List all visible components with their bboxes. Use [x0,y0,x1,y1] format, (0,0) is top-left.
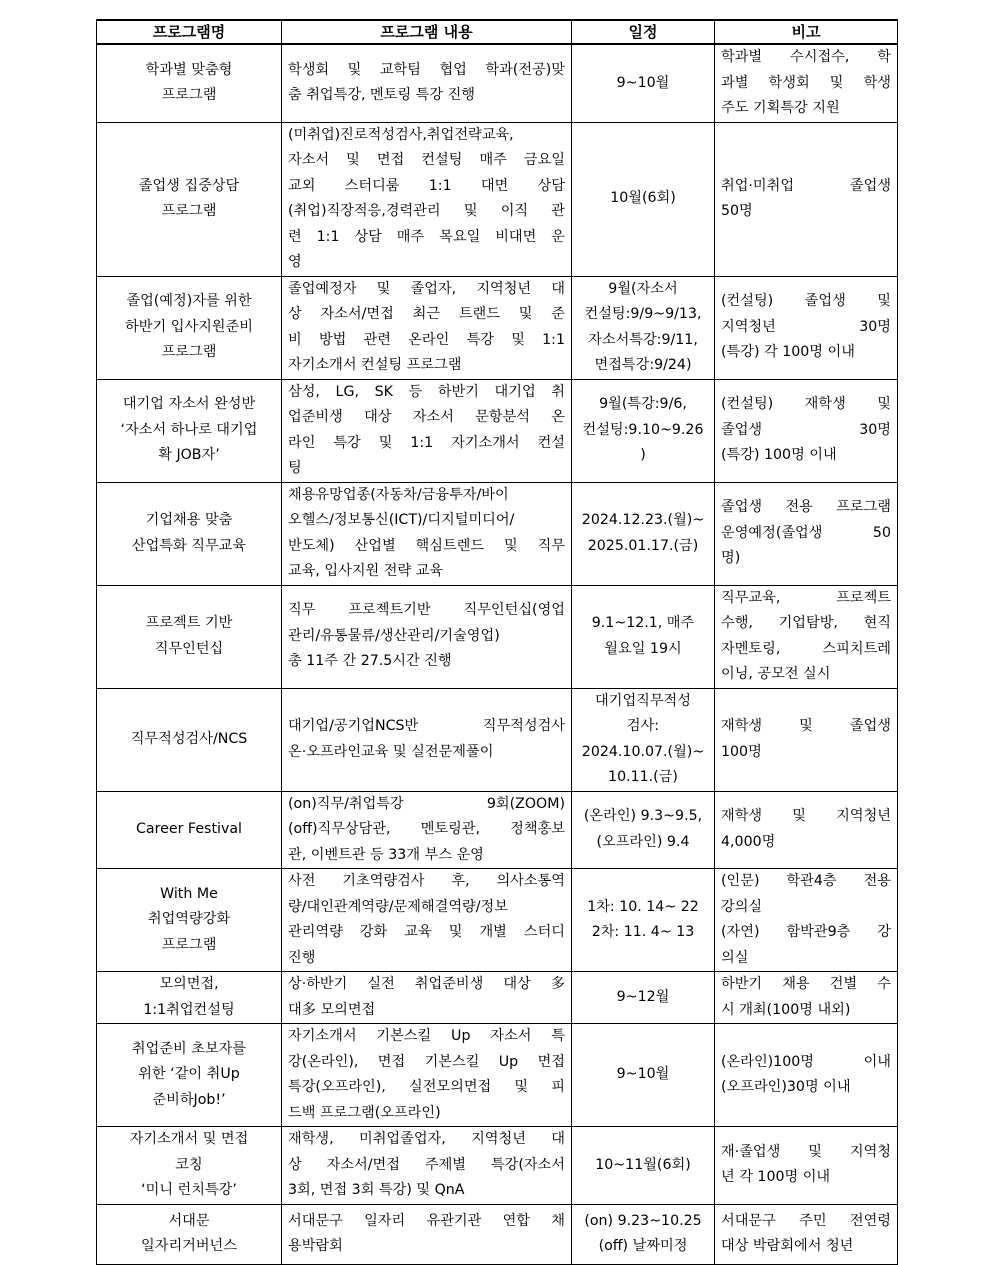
cell-line: 자소서특강:9/11, [588,331,698,348]
cell-line: 자소서 및 면접 컨설팅 매주 금요일 [288,152,565,168]
cell-program-content [282,791,572,869]
table-row [97,972,898,1024]
cell-line: (취업)직장적응,경력관리 및 이직 관 [288,203,565,219]
cell-schedule [572,1024,715,1127]
cell-line: 춤 취업특강, 멘토링 특강 진행 [288,87,476,104]
cell-line: 확 JOB자’ [158,447,220,464]
cell-line: 일자리거버넌스 [141,1238,237,1254]
cell-line: 영 [288,254,302,270]
cell-line: 대기업 자소서 완성반 [122,396,256,413]
cell-line: 재·졸업생 및 지역청 [721,1143,891,1160]
cell-program-name [97,1204,282,1264]
cell-note [715,482,898,585]
cell-note [715,1024,898,1127]
cell-note [715,585,898,688]
cell-line: 서대문구 일자리 유관기관 연합 채 [288,1212,565,1229]
table-row [97,379,898,482]
cell-line: 컨설팅:9/9~9/13, [584,306,702,322]
cell-line: (온라인)100명 이내 [721,1053,891,1070]
cell-line: 재학생 및 졸업생 [721,718,891,734]
cell-line: (컨설팅) 졸업생 및 [721,293,891,310]
cell-line: 삼성, LG, SK 등 하반기 대기업 취 [288,383,565,400]
cell-line: 라인 특강 및 1:1 자기소개서 컨설 [288,434,565,451]
cell-program-content [282,1127,572,1205]
cell-line: Career Festival [136,821,242,837]
cell-line: 직무 프로젝트기반 직무인턴십(영업 [288,602,565,619]
cell-schedule [572,791,715,869]
cell-program-name [97,1127,282,1205]
cell-line: 자멘토링, 스피치트레 [721,640,891,657]
cell-line: 이닝, 공모전 실시 [721,666,831,682]
cell-line: (on)직무/취업특강 9회(ZOOM) [288,795,565,812]
cell-program-content [282,482,572,585]
cell-line: 자기소개서 기본스킬 Up 자소서 특 [288,1028,565,1044]
cell-line: 상 자소서/면접 최근 트랜드 및 준 [288,306,565,322]
cell-line: 주도 기획특강 지원 [721,100,840,116]
cell-line: 월요일 19시 [604,640,682,657]
cell-line: 강의실 [721,898,763,915]
cell-line: 9~10월 [616,74,670,91]
cell-line: 준비하Job!’ [152,1091,226,1108]
cell-line: 프로그램 [161,936,217,953]
program-table [96,19,898,1265]
cell-line: 직무인턴십 [154,640,224,657]
cell-line: 졸업(예정)자를 위한 [126,293,252,310]
cell-line: 관리/유통물류/생산관리/기술영업) [288,627,500,644]
cell-line: 강(온라인), 면접 기본스킬 Up 면접 [288,1053,565,1070]
cell-line: ) [640,447,646,464]
cell-line: 량/대인관계역량/문제해결역량/정보 [288,898,508,915]
cell-line: 자기소개서 컨설팅 프로그램 [288,357,462,373]
cell-line: 졸업생 전용 프로그램 [721,499,891,516]
cell-line: 9~12월 [616,988,670,1005]
header-note: 비고 [715,20,898,44]
cell-program-content [282,122,572,276]
table-row [97,688,898,791]
cell-line: 9~10월 [616,1066,670,1083]
cell-line: 진행 [288,949,316,966]
cell-line: 2024.10.07.(월)~ [581,743,705,760]
table-row [97,44,898,122]
cell-line: 관리역량 강화 교육 및 개별 스터디 [288,924,565,940]
table-row [97,122,898,276]
cell-line: 교외 스터디룸 1:1 대면 상담 [288,177,565,194]
cell-schedule [572,869,715,972]
cell-line: 채용유망업종(자동차/금융투자/바이 [288,486,509,503]
cell-line: 대기업직무적성 [595,692,691,709]
cell-line: 프로그램 [161,344,217,361]
cell-line: 직무적성검사/NCS [130,730,248,747]
cell-line: 코칭 [175,1156,203,1173]
cell-line: ‘미니 런치특강’ [141,1182,237,1198]
cell-program-name [97,1024,282,1127]
cell-line: (자연) 함박관9층 강 [721,924,891,940]
cell-line: 서대문구 주민 전연령 [721,1212,891,1229]
cell-line: 총 11주 간 27.5시간 진행 [288,653,452,670]
cell-note [715,44,898,122]
cell-line: 모의면접, [159,976,219,992]
cell-line: 의실 [721,949,749,966]
cell-program-name [97,869,282,972]
cell-program-name [97,585,282,688]
cell-line: (온라인) 9.3~9.5, [583,808,703,825]
cell-line: (off) 날짜미정 [598,1238,688,1254]
cell-line: 관, 이벤트관 등 33개 부스 운영 [288,846,484,863]
cell-line: 프로그램 [161,87,217,104]
cell-program-name [97,276,282,379]
cell-line: 재학생, 미취업졸업자, 지역청년 대 [288,1131,565,1147]
cell-line: 1:1취업컨설팅 [143,1001,235,1018]
cell-schedule [572,972,715,1024]
table-row [97,1024,898,1127]
cell-line: (특강) 각 100명 이내 [721,344,855,361]
table-header-row [97,20,898,44]
cell-schedule [572,44,715,122]
cell-schedule [572,688,715,791]
table-row [97,482,898,585]
cell-program-content [282,379,572,482]
cell-line: 특강(오프라인), 실전모의면접 및 피 [288,1079,565,1095]
table-row [97,276,898,379]
cell-line: 9월(특강:9/6, [599,396,687,413]
table-row [97,791,898,869]
cell-note [715,122,898,276]
cell-note [715,1204,898,1264]
cell-line: 팅 [288,460,302,476]
cell-line: 2차: 11. 4~ 13 [591,924,695,940]
cell-program-content [282,276,572,379]
cell-line: 2025.01.17.(금) [587,537,699,554]
cell-line: 9.1~12.1, 매주 [591,615,695,631]
cell-line: 1차: 10. 14~ 22 [587,898,699,915]
header-program-content: 프로그램 내용 [282,20,572,44]
cell-program-name [97,972,282,1024]
cell-note [715,869,898,972]
cell-note [715,791,898,869]
cell-program-name [97,688,282,791]
table-row [97,869,898,972]
cell-line: 2024.12.23.(월)~ [581,512,705,528]
cell-line: 10월(6회) [610,190,676,207]
cell-program-name [97,482,282,585]
cell-line: 교육, 입사지원 전략 교육 [288,563,444,579]
header-schedule: 일정 [572,20,715,44]
cell-line: 명) [721,550,741,567]
cell-program-content [282,1204,572,1264]
cell-line: 수행, 기업탐방, 현직 [721,615,891,631]
cell-line: 학과별 수시접수, 학 [721,49,891,65]
table-row [97,1127,898,1205]
cell-schedule [572,1204,715,1264]
cell-schedule [572,482,715,585]
cell-line: 직무교육, 프로젝트 [721,589,891,606]
cell-line: 자기소개서 및 면접 [129,1131,249,1147]
cell-note [715,1127,898,1205]
cell-line: 졸업생 30명 [721,421,891,438]
cell-program-content [282,972,572,1024]
cell-line: 오헬스/정보통신(ICT)/디지털미디어/ [288,512,515,528]
cell-line: 10.11.(금) [608,769,678,785]
cell-program-name [97,379,282,482]
cell-schedule [572,585,715,688]
cell-line: (off)직무상담관, 멘토링관, 정책홍보 [288,821,565,837]
cell-program-content [282,585,572,688]
cell-line: 대기업/공기업NCS반 직무적성검사 [288,718,565,734]
cell-line: 100명 [721,743,762,760]
cell-line: 과별 학생회 및 학생 [721,74,891,91]
cell-line: ‘자소서 하나로 대기업 [120,421,258,438]
cell-program-name [97,791,282,869]
cell-line: 3회, 면접 3회 특강) 및 QnA [288,1182,465,1198]
cell-line: 상·하반기 실전 취업준비생 대상 多 [288,976,565,992]
table-body [97,44,898,1264]
cell-schedule [572,122,715,276]
cell-line: 대多 모의면접 [288,1001,376,1018]
cell-line: 년 각 100명 이내 [721,1169,831,1186]
cell-schedule [572,379,715,482]
cell-line: (오프라인)30명 이내 [721,1079,851,1095]
cell-line: (오프라인) 9.4 [596,833,690,850]
cell-line: With Me [160,885,218,902]
cell-line: (on) 9.23~10.25 [584,1212,702,1229]
cell-line: 취업준비 초보자를 [131,1040,247,1057]
cell-line: 하반기 채용 건별 수 [721,976,891,992]
cell-line: 졸업예정자 및 졸업자, 지역청년 대 [288,280,565,297]
table-row [97,1204,898,1264]
cell-line: 련 1:1 상담 매주 목요일 비대면 운 [288,228,565,245]
cell-note [715,972,898,1024]
table-row [97,585,898,688]
cell-line: 서대문 [168,1212,210,1229]
cell-line: 지역청년 30명 [721,318,891,335]
cell-line: 대상 박람회에서 청년 [721,1238,854,1254]
cell-line: 프로그램 [161,203,217,219]
header-program-name: 프로그램명 [97,20,282,44]
cell-line: 용박람회 [288,1238,343,1254]
cell-line: 반도체) 산업별 핵심트렌드 및 직무 [288,537,565,554]
cell-line: 취업·미취업 졸업생 [721,177,891,194]
cell-line: 10~11월(6회) [595,1156,691,1173]
cell-line: 학생회 및 교학팀 협업 학과(전공)맞 [288,61,565,78]
cell-line: 면접특강:9/24) [594,357,692,373]
cell-line: 프로젝트 기반 [145,615,233,631]
cell-line: (미취업)진로적성검사,취업전략교육, [288,126,514,143]
cell-line: 운영예정(졸업생 50 [721,524,891,541]
cell-note [715,688,898,791]
cell-line: 50명 [721,203,753,219]
cell-line: (인문) 학관4층 전용 [721,873,891,889]
cell-line: 4,000명 [721,833,776,850]
cell-line: 하반기 입사지원준비 [125,318,253,335]
cell-line: 검사: [626,718,660,734]
cell-line: 업준비생 대상 자소서 문항분석 온 [288,409,565,425]
cell-line: 산업특화 직무교육 [131,537,247,554]
cell-note [715,276,898,379]
cell-program-name [97,44,282,122]
cell-program-content [282,1024,572,1127]
cell-line: 상 자소서/면접 주제별 특강(자소서 [288,1156,565,1173]
cell-program-name [97,122,282,276]
cell-line: 재학생 및 지역청년 [721,808,891,825]
cell-line: 컨설팅:9.10~9.26 [582,421,704,438]
cell-line: 취업역량강화 [147,911,231,928]
cell-line: 드백 프로그램(오프라인) [288,1104,441,1121]
cell-program-content [282,688,572,791]
cell-line: (컨설팅) 재학생 및 [721,396,891,413]
cell-line: 위한 ‘같이 취Up [138,1066,240,1083]
cell-line: 사전 기초역량검사 후, 의사소통역 [288,873,565,889]
cell-program-content [282,44,572,122]
cell-schedule [572,276,715,379]
cell-schedule [572,1127,715,1205]
cell-line: 졸업생 집중상담 [138,177,240,194]
cell-line: 학과별 맞춤형 [145,61,233,78]
cell-line: 기업채용 맞춤 [145,512,233,528]
cell-line: (특강) 100명 이내 [721,447,837,464]
cell-line: 9월(자소서 [608,280,678,297]
cell-line: 시 개최(100명 내외) [721,1001,851,1018]
cell-line: 온·오프라인교육 및 실전문제풀이 [288,743,494,760]
cell-note [715,379,898,482]
cell-program-content [282,869,572,972]
cell-line: 비 방법 관련 온라인 특강 및 1:1 [288,331,565,348]
